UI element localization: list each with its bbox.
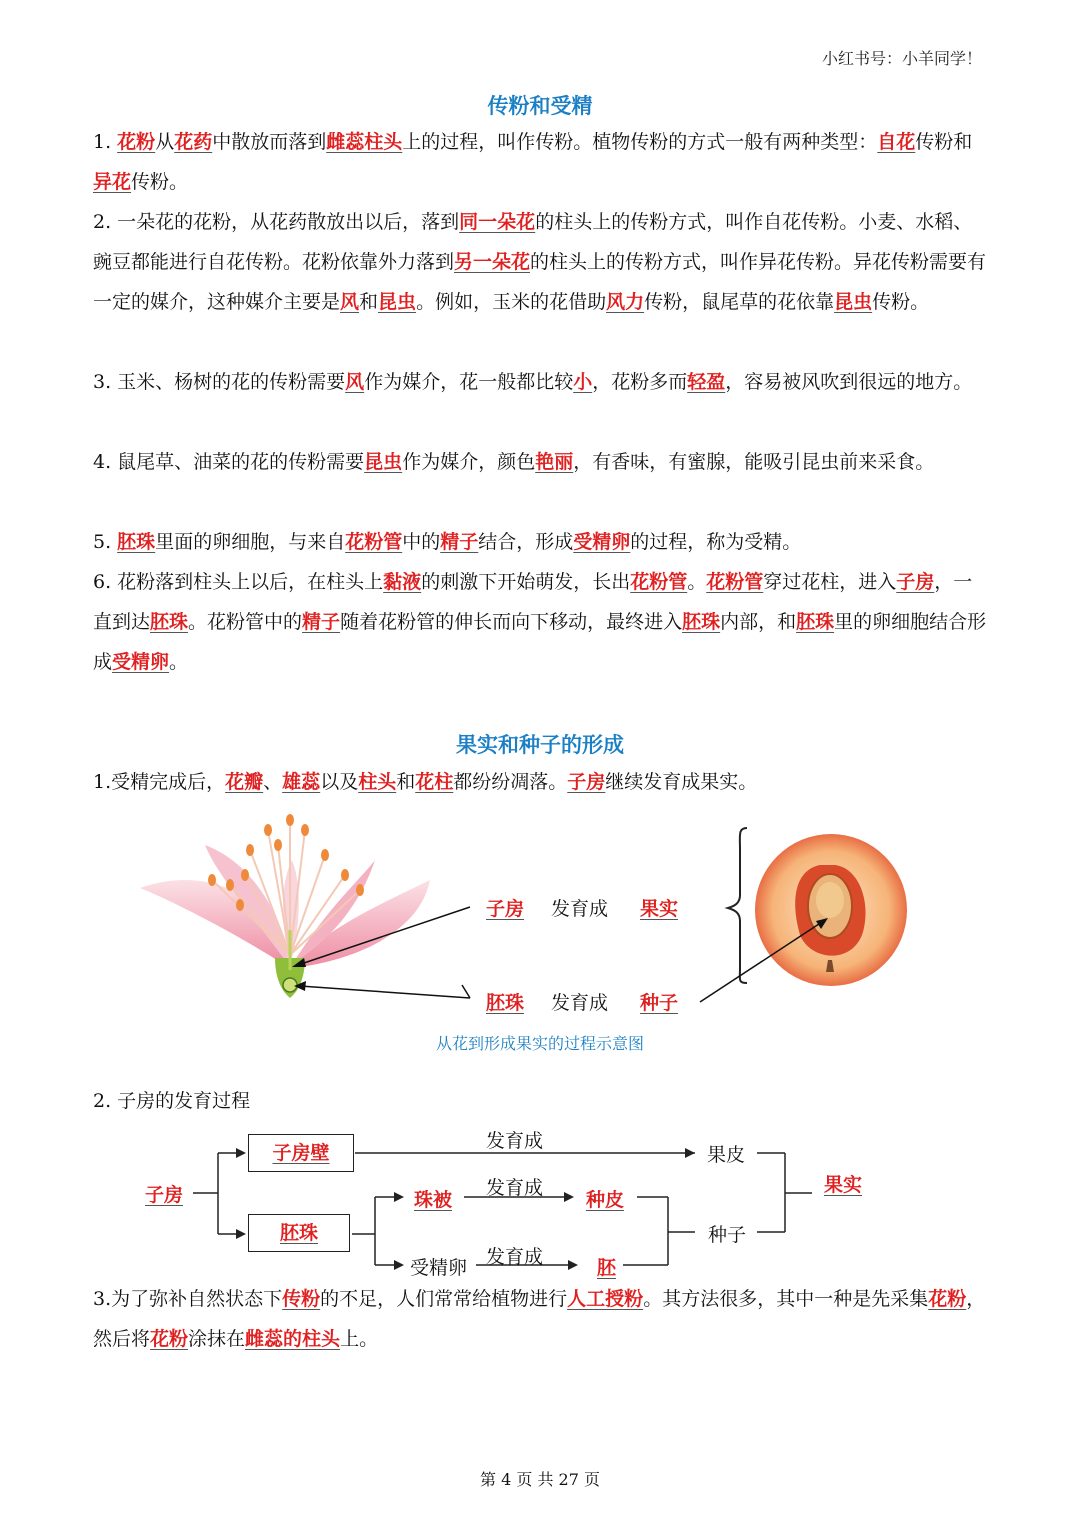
- diagram-ovule: 胚珠: [279, 1222, 318, 1244]
- diagram-ovary-wall-box: [248, 1134, 354, 1172]
- answer-keyword: 受精卵: [573, 531, 631, 553]
- text-segment: ，一直到达: [93, 571, 973, 633]
- section-title-fruit-seed: 果实和种子的形成: [456, 733, 624, 757]
- answer-keyword: 花柱: [415, 771, 454, 793]
- text-segment: 继续发育成果实。: [605, 771, 758, 793]
- text-segment: 的刺激下开始萌发，长出: [421, 571, 631, 593]
- answer-keyword: 胚珠: [796, 611, 835, 633]
- answer-keyword: 花粉管: [630, 571, 688, 593]
- answer-keyword: 受精卵: [112, 651, 170, 673]
- answer-keyword: 花粉: [117, 131, 156, 153]
- text-segment: 以及: [320, 771, 359, 793]
- text-segment: 从: [155, 131, 175, 153]
- text-segment: 3.为了弥补自然状态下: [93, 1288, 283, 1310]
- answer-keyword: 雌蕊的柱头: [245, 1328, 341, 1350]
- answer-keyword: 胚珠: [150, 611, 189, 633]
- diagram-develops-1: 发育成: [486, 1130, 544, 1152]
- answer-keyword: 另一朵花: [454, 251, 531, 273]
- figure-label-ovary: 子房: [486, 898, 525, 920]
- diagram-fruit: 果实: [824, 1174, 863, 1196]
- answer-keyword: 花粉: [928, 1288, 967, 1310]
- text-segment: 的过程，称为受精。: [630, 531, 802, 553]
- text-segment: ，然后将: [93, 1288, 986, 1350]
- text-segment: 的不足，人们常常给植物进行: [320, 1288, 568, 1310]
- text-segment: 和: [359, 291, 379, 313]
- answer-keyword: 轻盈: [687, 371, 726, 393]
- text-segment: 内部，和: [720, 611, 797, 633]
- answer-keyword: 花药: [174, 131, 213, 153]
- text-segment: 传粉。: [131, 171, 189, 193]
- text-segment: 和: [396, 771, 416, 793]
- text-segment: 作为媒介，颜色: [402, 451, 536, 473]
- answer-keyword: 雄蕊: [282, 771, 321, 793]
- text-segment: 上的过程，叫作传粉。植物传粉的方式一般有两种类型：: [402, 131, 878, 153]
- answer-keyword: 雌蕊柱头: [326, 131, 403, 153]
- text-segment: 、: [263, 771, 283, 793]
- answer-keyword: 人工授粉: [567, 1288, 644, 1310]
- answer-keyword: 昆虫: [364, 451, 403, 473]
- text-segment: 。例如，玉米的花借助: [416, 291, 607, 313]
- text-segment: 结合，形成: [478, 531, 574, 553]
- figure-label-fruit: 果实: [640, 898, 679, 920]
- diagram-seedcoat: 种皮: [586, 1189, 625, 1211]
- answer-keyword: 柱头: [358, 771, 397, 793]
- figure-caption: 从花到形成果实的过程示意图: [435, 1034, 644, 1053]
- diagram-ovary: 子房: [145, 1184, 184, 1206]
- answer-keyword: 自花: [877, 131, 916, 153]
- text-segment: 。: [687, 571, 707, 593]
- section-title-pollination: 传粉和受精: [487, 94, 593, 118]
- text-segment: 传粉和: [915, 131, 973, 153]
- answer-keyword: 子房: [896, 571, 935, 593]
- diagram-embryo: 胚: [597, 1257, 617, 1279]
- text-segment: 随着花粉管的伸长而向下移动，最终进入: [340, 611, 683, 633]
- text-segment: 传粉。: [872, 291, 930, 313]
- answer-keyword: 风力: [606, 291, 645, 313]
- diagram-peel: 果皮: [707, 1144, 746, 1166]
- text-segment: 的柱头上的传粉方式，叫作自花传粉。小麦、水稻、豌豆都能进行自花传粉。花粉依靠外力落到: [93, 211, 973, 273]
- figure-label-seed: 种子: [640, 992, 679, 1014]
- answer-keyword: 花粉: [150, 1328, 189, 1350]
- text-segment: 中的: [402, 531, 441, 553]
- text-segment: 2. 一朵花的花粉，从花药散放出以后，落到: [93, 211, 460, 233]
- answer-keyword: 黏液: [383, 571, 422, 593]
- text-segment: 。其方法很多，其中一种是先采集: [643, 1288, 929, 1310]
- text-segment: 6. 花粉落到柱头上以后，在柱头上: [93, 571, 384, 593]
- peach-fruit-illustration: [755, 834, 907, 986]
- answer-keyword: 风: [345, 371, 365, 393]
- answer-keyword: 传粉: [282, 1288, 321, 1310]
- answer-keyword: 胚珠: [682, 611, 721, 633]
- diagram-ovule-box: [248, 1214, 350, 1252]
- answer-keyword: 同一朵花: [459, 211, 536, 233]
- text-segment: 3. 玉米、杨树的花的传粉需要: [93, 371, 346, 393]
- ovary-development-title: 2. 子房的发育过程: [93, 1090, 251, 1112]
- text-segment: 。: [169, 651, 189, 673]
- text-segment: 中散放而落到: [212, 131, 327, 153]
- text-segment: 4. 鼠尾草、油菜的花的传粉需要: [93, 451, 365, 473]
- diagram-develops-2: 发育成: [486, 1177, 544, 1199]
- text-segment: 涂抹在: [188, 1328, 246, 1350]
- page-number: 第 4 页 共 27 页: [480, 1470, 600, 1489]
- diagram-ovary-wall: 子房壁: [272, 1142, 330, 1164]
- diagram-integument: 珠被: [414, 1189, 453, 1211]
- answer-keyword: 昆虫: [834, 291, 873, 313]
- watermark-text: 小红书号：小羊同学！: [821, 49, 982, 68]
- figure-label-develops-2: 发育成: [551, 992, 609, 1014]
- text-segment: ，有香味，有蜜腺，能吸引昆虫前来采食。: [573, 451, 935, 473]
- text-segment: 里的卵细胞结合形成: [93, 611, 987, 673]
- text-segment: 里面的卵细胞，与来自: [155, 531, 346, 553]
- text-segment: 1.受精完成后，: [93, 771, 226, 793]
- answer-keyword: 胚珠: [117, 531, 156, 553]
- text-segment: 5.: [93, 531, 118, 553]
- text-segment: 都纷纷凋落。: [453, 771, 568, 793]
- text-segment: 传粉，鼠尾草的花依靠: [644, 291, 835, 313]
- peach-flower-illustration: [140, 814, 430, 998]
- diagram-develops-3: 发育成: [486, 1246, 544, 1268]
- answer-keyword: 小: [573, 371, 593, 393]
- answer-keyword: 艳丽: [535, 451, 574, 473]
- text-segment: ，容易被风吹到很远的地方。: [725, 371, 973, 393]
- answer-keyword: 花瓣: [225, 771, 264, 793]
- answer-keyword: 精子: [440, 531, 479, 553]
- diagram-zygote: 受精卵: [410, 1257, 468, 1279]
- text-segment: 的柱头上的传粉方式，叫作异花传粉。异花传粉需要有一定的媒介，这种媒介主要是: [93, 251, 987, 313]
- answer-keyword: 花粉管: [706, 571, 764, 593]
- text-segment: 。花粉管中的: [188, 611, 303, 633]
- answer-keyword: 昆虫: [378, 291, 417, 313]
- figure-label-develops: 发育成: [551, 898, 609, 920]
- answer-keyword: 精子: [302, 611, 341, 633]
- text-segment: 作为媒介，花一般都比较: [364, 371, 574, 393]
- text-segment: 上。: [340, 1328, 379, 1350]
- text-segment: 穿过花柱，进入: [763, 571, 897, 593]
- answer-keyword: 子房: [567, 771, 606, 793]
- text-segment: ，花粉多而: [592, 371, 688, 393]
- diagram-seed: 种子: [708, 1224, 747, 1246]
- answer-keyword: 风: [340, 291, 360, 313]
- answer-keyword: 异花: [93, 171, 132, 193]
- fruit-paragraph-3: [93, 1279, 990, 1359]
- figure-label-ovule: 胚珠: [486, 992, 525, 1014]
- answer-keyword: 花粉管: [345, 531, 403, 553]
- text-segment: 1.: [93, 131, 118, 153]
